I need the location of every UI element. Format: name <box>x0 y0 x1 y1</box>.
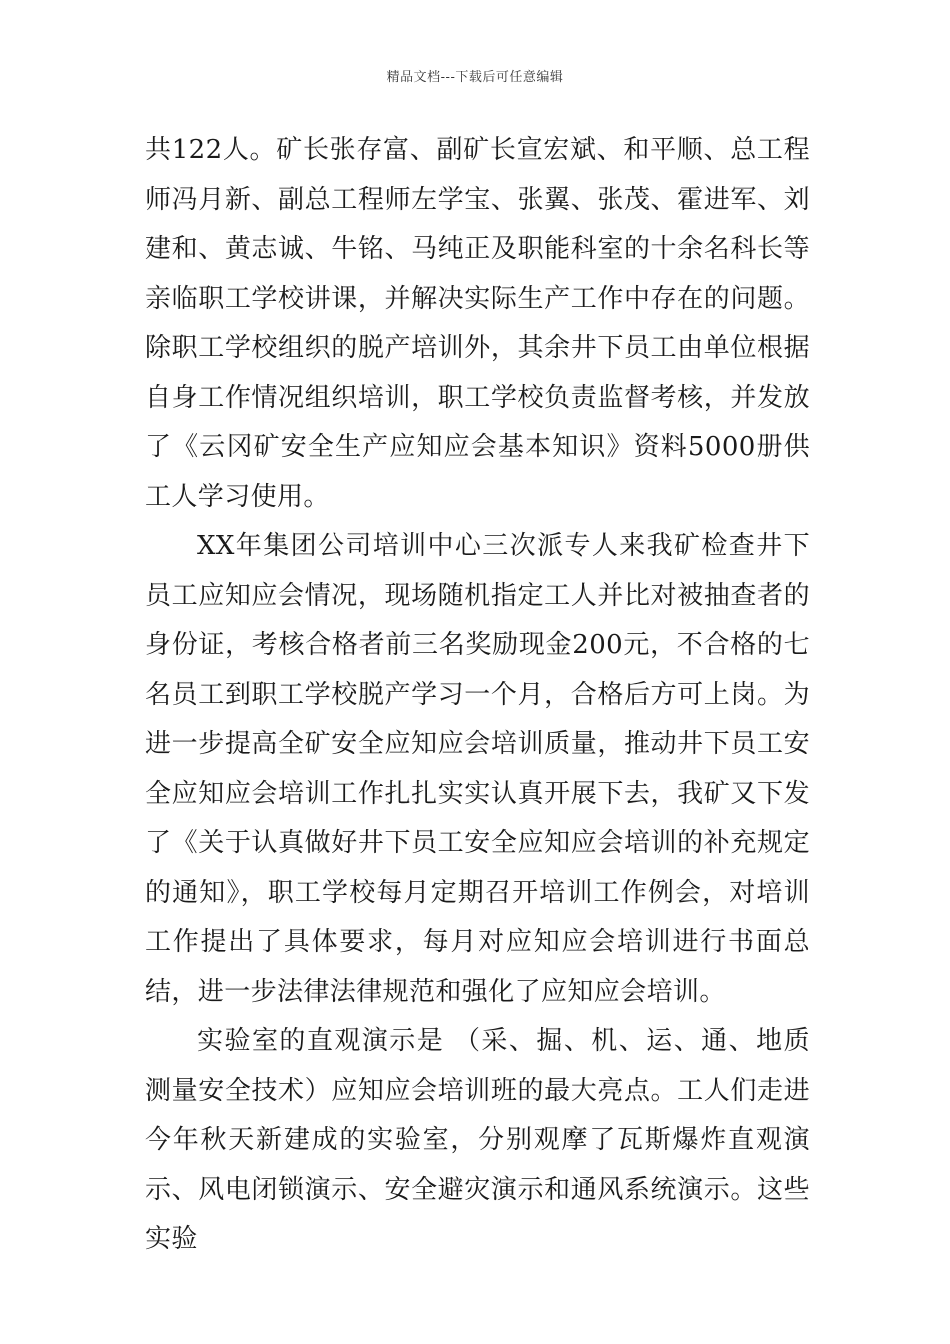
paragraph-lab-demonstration: 实验室的直观演示是 （采、掘、机、运、通、地质测量安全技术）应知应会培训班的最大亮点。工人们走进今年秋天新建成的实验室，分别观摩了瓦斯爆炸直观演示、风电闭锁演示、安全避灾演示和通风系统演示。这些实验 <box>145 1026 810 1254</box>
paragraph-continuation: 共122人。矿长张存富、副矿长宣宏斌、和平顺、总工程师冯月新、副总工程师左学宝、张翼、张茂、霍进军、刘建和、黄志诚、牛铭、马纯正及职能科室的十余名科长等亲临职工学校讲课，并解决实际生产工作中存在的问题。除职工学校组织的脱产培训外，其余井下员工由单位根据自身工作情况组织培训，职工学校负责监督考核，并发放了《云冈矿安全生产应知应会基本知识》资料5000册供工人学习使用。 <box>145 135 810 512</box>
page-header: 精品文档---下载后可任意编辑 <box>386 70 564 85</box>
document-body <box>145 126 810 1265</box>
paragraph-training-inspection: XX年集团公司培训中心三次派专人来我矿检查井下员工应知应会情况，现场随机指定工人并比对被抽查者的身份证，考核合格者前三名奖励现金200元，不合格的七名员工到职工学校脱产学习一个月，合格后方可上岗。为进一步提高全矿安全应知应会培训质量，推动井下员工安全应知应会培训工作扎扎实实认真开展下去，我矿又下发了《关于认真做好井下员工安全应知应会培训的补充规定的通知》，职工学校每月定期召开培训工作例会，对培训工作提出了具体要求，每月对应知应会培训进行书面总结，进一步法律法律规范和强化了应知应会培训。 <box>145 531 810 1007</box>
